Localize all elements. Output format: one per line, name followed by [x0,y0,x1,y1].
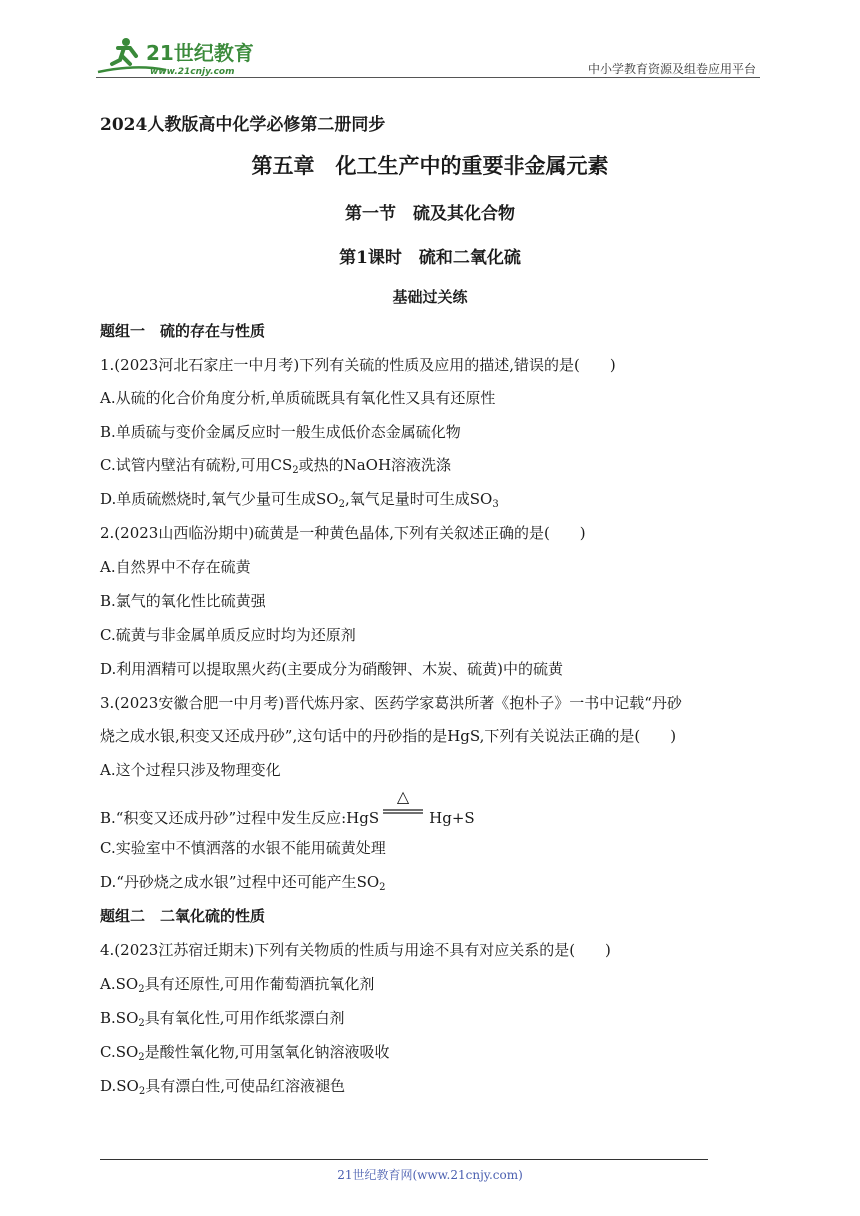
q3-option-b: B.“积变又还成丹砂”过程中发生反应:HgS △ Hg+S [100,788,475,827]
section-title: 第一节 硫及其化合物 [345,204,515,224]
reaction-condition-heat [381,788,425,828]
q4-stem: 4.(2023江苏宿迁期末)下列有关物质的性质与用途不具有对应关系的是( ) [100,941,611,959]
q1-stem: 1.(2023河北石家庄一中月考)下列有关硫的性质及应用的描述,错误的是( ) [100,356,616,374]
q1-option-a: A.从硫的化合价角度分析,单质硫既具有氧化性又具有还原性 [100,389,496,407]
q4-option-a: $A.SO_2$具有还原性,可用作葡萄酒抗氧化剂 [100,975,375,995]
q3-option-d: D.“丹砂烧之成水银”过程中还可能产生$SO_2$ [100,873,386,893]
q4-option-d: $D.SO_2$具有漂白性,可使品红溶液褪色 [100,1077,345,1097]
svg-text:△: △ [397,788,410,806]
practice-title: 基础过关练 [392,288,468,306]
q3-option-a: A.这个过程只涉及物理变化 [100,761,281,779]
q2-option-d: D.利用酒精可以提取黑火药(主要成分为硝酸钾、木炭、硫黄)中的硫黄 [100,660,563,678]
footer-link[interactable]: 21世纪教育网(www.21cnjy.com) [337,1168,523,1182]
q2-option-a: A.自然界中不存在硫黄 [100,558,251,576]
group2-title: 题组二 二氧化硫的性质 [100,907,266,925]
q3-option-c: C.实验室中不慎洒落的水银不能用硫黄处理 [100,839,386,857]
page-header [96,34,760,80]
q4-option-b: $B.SO_2$具有氧化性,可用作纸浆漂白剂 [100,1009,345,1029]
q2-option-b: B.氯气的氧化性比硫黄强 [100,592,266,610]
q3-stem-line2: 烧之成水银,积变又还成丹砂”,这句话中的丹砂指的是HgS,下列有关说法正确的是( ) [100,727,677,745]
platform-label: 中小学教育资源及组卷应用平台 [587,62,756,76]
logo-url: www.21cnjy.com [150,67,235,77]
lesson-title: 第1课时 硫和二氧化硫 [339,248,521,268]
q3-stem-line1: 3.(2023安徽合肥一中月考)晋代炼丹家、医药学家葛洪所著《抱朴子》一书中记载“丹砂 [100,694,682,712]
q4-option-c: $C.SO_2$是酸性氧化物,可用氢氧化钠溶液吸收 [100,1043,390,1063]
header-divider [96,77,760,78]
group1-title: 题组一 硫的存在与性质 [100,322,266,340]
series-title: 2024人教版高中化学必修第二册同步 [100,115,386,135]
q2-stem: 2.(2023山西临汾期中)硫黄是一种黄色晶体,下列有关叙述正确的是( ) [100,524,586,542]
q1-option-b: B.单质硫与变价金属反应时一般生成低价态金属硫化物 [100,423,461,441]
footer-divider [100,1159,708,1160]
chapter-title: 第五章 化工生产中的重要非金属元素 [251,153,609,178]
q1-option-c: C.试管内壁沾有硫粉,可用$CS_2$或热的NaOH溶液洗涤 [100,456,452,476]
q2-option-c: C.硫黄与非金属单质反应时均为还原剂 [100,626,356,644]
logo-21cnjy [96,34,266,78]
q1-option-d: D.单质硫燃烧时,氧气少量可生成$SO_2$,氧气足量时可生成$SO_3$ [100,490,499,510]
logo-text: 21世纪教育 [146,41,254,65]
